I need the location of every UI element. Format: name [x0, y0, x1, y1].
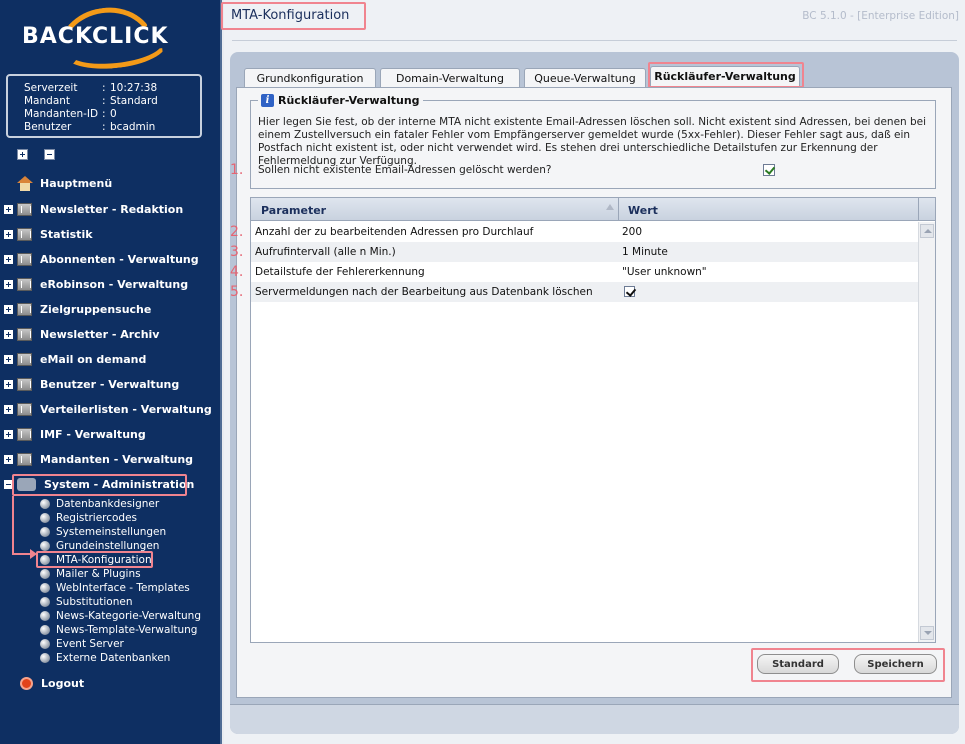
table-row[interactable]: Servermeldungen nach der Bearbeitung aus Datenbank löschen [251, 282, 919, 302]
expand-icon[interactable] [4, 355, 13, 364]
bullet-icon [40, 541, 50, 551]
tab-ruecklaeufer-verwaltung[interactable]: Rückläufer-Verwaltung [650, 66, 800, 86]
grid-scrollbar[interactable] [918, 222, 935, 642]
expand-icon[interactable] [4, 255, 13, 264]
subnav-substitutionen[interactable]: Substitutionen [40, 595, 133, 609]
folder-icon [17, 353, 32, 366]
delete-question-label: Sollen nicht existente Email-Adressen gelöscht werden? [258, 164, 552, 176]
bullet-icon [40, 569, 50, 579]
bullet-icon [40, 499, 50, 509]
folder-icon [17, 228, 32, 241]
expand-icon[interactable] [4, 280, 13, 289]
home-icon [17, 176, 33, 191]
info-row: Mandanten-ID : 0 [24, 108, 117, 120]
highlight-mta [36, 551, 153, 568]
folder-icon [17, 378, 32, 391]
session-info-box [6, 74, 202, 138]
expand-all-icon[interactable] [17, 149, 28, 160]
backclick-logo[interactable] [20, 6, 180, 70]
header-scroll-spacer [918, 198, 935, 221]
subnav-news-template[interactable]: News-Template-Verwaltung [40, 623, 197, 637]
column-header-parameter[interactable]: Parameter [261, 204, 327, 217]
scroll-down-icon[interactable] [920, 626, 934, 640]
client-id: 0 [110, 108, 117, 120]
nav-item-imf[interactable]: IMF - Verwaltung [0, 424, 146, 444]
folder-icon [17, 303, 32, 316]
subnav-event-server[interactable]: Event Server [40, 637, 124, 651]
info-row: Benutzer : bcadmin [24, 121, 156, 133]
delete-nonexistent-checkbox[interactable] [763, 164, 775, 176]
nav-item-mandanten[interactable]: Mandanten - Verwaltung [0, 449, 193, 469]
client-name: Standard [110, 95, 158, 107]
nav-home[interactable]: Hauptmenü [0, 173, 112, 193]
user-name: bcadmin [110, 121, 156, 133]
expand-icon[interactable] [4, 205, 13, 214]
expand-icon[interactable] [4, 405, 13, 414]
value-cell[interactable]: 200 [622, 226, 643, 238]
info-icon: i [261, 94, 274, 107]
subnav-mta-konfiguration[interactable]: MTA-Konfiguration [40, 553, 152, 567]
marker-4: 4. [230, 264, 244, 280]
divider [232, 40, 957, 41]
tab-queue-verwaltung[interactable]: Queue-Verwaltung [524, 68, 646, 88]
subnav-mailer-plugins[interactable]: Mailer & Plugins [40, 567, 141, 581]
delete-server-messages-checkbox[interactable] [624, 286, 635, 297]
subnav-systemeinstellungen[interactable]: Systemeinstellungen [40, 525, 166, 539]
nav-logout[interactable]: Logout [0, 673, 84, 693]
marker-2: 2. [230, 224, 244, 240]
bullet-icon [40, 653, 50, 663]
marker-1: 1. [230, 162, 244, 178]
folder-icon [17, 328, 32, 341]
expand-icon[interactable] [4, 430, 13, 439]
subnav-news-kategorie[interactable]: News-Kategorie-Verwaltung [40, 609, 201, 623]
tab-domain-verwaltung[interactable]: Domain-Verwaltung [380, 68, 520, 88]
value-cell[interactable]: "User unknown" [622, 266, 707, 278]
bullet-icon [40, 597, 50, 607]
bullet-icon [40, 611, 50, 621]
nav-item-newsletter-redaktion[interactable]: Newsletter - Redaktion [0, 199, 183, 219]
column-divider[interactable] [618, 198, 619, 221]
marker-3: 3. [230, 244, 244, 260]
bullet-icon [40, 513, 50, 523]
panel-footer [230, 704, 959, 734]
main-content [224, 0, 965, 744]
scroll-up-icon[interactable] [920, 224, 934, 238]
subnav-externe-datenbanken[interactable]: Externe Datenbanken [40, 651, 170, 665]
nav-item-zielgruppensuche[interactable]: Zielgruppensuche [0, 299, 151, 319]
highlight-tab [648, 62, 804, 88]
expand-icon[interactable] [4, 380, 13, 389]
folder-icon [17, 403, 32, 416]
grid-header [251, 198, 935, 221]
section-description: Hier legen Sie fest, ob der interne MTA nicht existente Email-Adressen löschen soll. Nicht existent sind Adressen, bei denen bei einem Zustellversuch ein fataler Fehler vom Empfängerserver gemeldet wurde (5xx-Fehler). Dieser Fehler sagt aus, daß ein Postfach nicht existent ist, oder nicht verwendet wird. Es stehen drei unterschiedliche Detailstufen zur Erkennung der Fehlermeldung zur Verfügung. [258, 116, 927, 167]
expand-icon[interactable] [4, 455, 13, 464]
info-row: Serverzeit : 10:27:38 [24, 82, 158, 94]
save-button[interactable]: Speichern [854, 654, 937, 674]
standard-button[interactable]: Standard [757, 654, 839, 674]
nav-item-verteilerlisten[interactable]: Verteilerlisten - Verwaltung [0, 399, 212, 419]
sort-asc-icon [606, 204, 614, 210]
folder-icon [17, 253, 32, 266]
parameter-grid [250, 197, 936, 643]
annotation-arrow [12, 496, 14, 554]
collapse-all-icon[interactable] [44, 149, 55, 160]
folder-icon [17, 278, 32, 291]
tab-grundkonfiguration[interactable]: Grundkonfiguration [244, 68, 376, 88]
version-label: BC 5.1.0 - [Enterprise Edition] [802, 10, 959, 22]
logo-text: BACKCLICK [22, 24, 169, 49]
nav-item-newsletter-archiv[interactable]: Newsletter - Archiv [0, 324, 159, 344]
highlight-system [12, 474, 187, 496]
subnav-datenbankdesigner[interactable]: Datenbankdesigner [40, 497, 159, 511]
fieldset-legend: i Rückläufer-Verwaltung [258, 94, 423, 107]
expand-icon[interactable] [4, 330, 13, 339]
info-row: Mandant : Standard [24, 95, 158, 107]
power-icon [20, 677, 33, 690]
sidebar [0, 0, 222, 744]
subnav-registriercodes[interactable]: Registriercodes [40, 511, 137, 525]
nav-item-system-administration[interactable]: System - Administration [0, 474, 194, 494]
table-row[interactable]: Anzahl der zu bearbeitenden Adressen pro Durchlauf 200 [251, 222, 919, 242]
nav-item-erobinson[interactable]: eRobinson - Verwaltung [0, 274, 188, 294]
nav-item-statistik[interactable]: Statistik [0, 224, 93, 244]
expand-icon[interactable] [4, 305, 13, 314]
table-row[interactable]: Detailstufe der Fehlererkennung "User unknown" [251, 262, 919, 282]
subnav-webinterface-templates[interactable]: WebInterface - Templates [40, 581, 190, 595]
folder-icon [17, 203, 32, 216]
folder-icon [17, 428, 32, 441]
marker-5: 5. [230, 284, 244, 300]
subnav-grundeinstellungen[interactable]: Grundeinstellungen [40, 539, 159, 553]
bullet-icon [40, 583, 50, 593]
nav-item-abonnenten[interactable]: Abonnenten - Verwaltung [0, 249, 199, 269]
table-row[interactable]: Aufrufintervall (alle n Min.) 1 Minute [251, 242, 919, 262]
tree-controls [17, 149, 55, 160]
folder-icon [17, 453, 32, 466]
nav-item-email-on-demand[interactable]: eMail on demand [0, 349, 146, 369]
page-title: MTA-Konfiguration [231, 8, 350, 23]
bullet-icon [40, 625, 50, 635]
value-cell[interactable]: 1 Minute [622, 246, 668, 258]
bullet-icon [40, 639, 50, 649]
expand-icon[interactable] [4, 230, 13, 239]
nav-item-benutzer[interactable]: Benutzer - Verwaltung [0, 374, 179, 394]
server-time: 10:27:38 [110, 82, 158, 94]
column-header-wert[interactable]: Wert [628, 204, 658, 217]
bullet-icon [40, 527, 50, 537]
